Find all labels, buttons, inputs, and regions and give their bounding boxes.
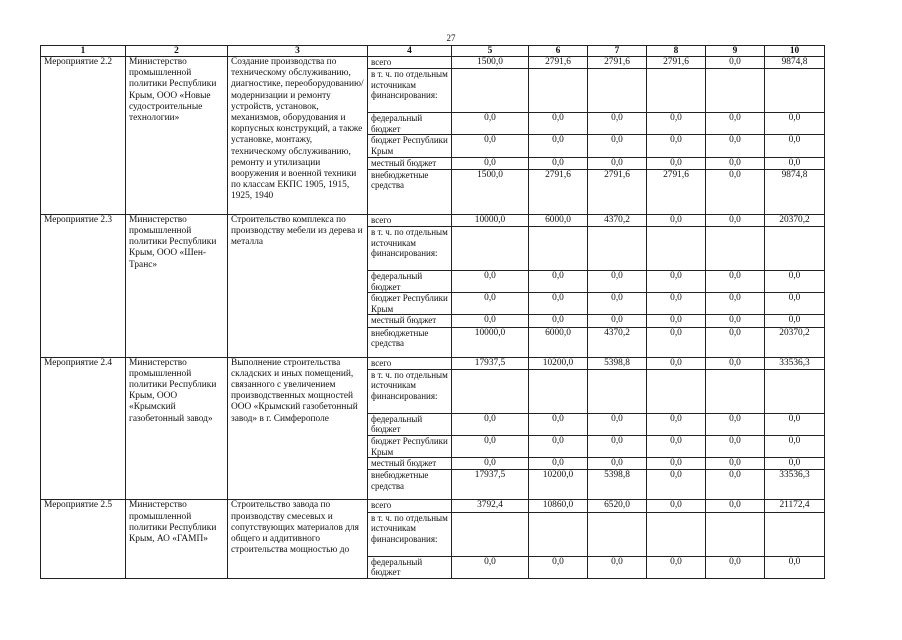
value-cell: 2791,6 (529, 57, 588, 69)
value-cell: 0,0 (529, 293, 588, 315)
value-cell (452, 226, 529, 270)
source-label: в т. ч. по отдельным источникам финансирования: (368, 512, 452, 556)
value-cell (588, 369, 647, 413)
value-cell: 0,0 (706, 500, 765, 512)
value-cell: 0,0 (706, 135, 765, 157)
value-cell (706, 369, 765, 413)
value-cell: 2791,6 (588, 169, 647, 214)
value-cell (647, 369, 706, 413)
value-cell: 10860,0 (529, 500, 588, 512)
value-cell: 0,0 (529, 135, 588, 157)
source-label: всего (368, 500, 452, 512)
source-label: всего (368, 57, 452, 69)
measure-description: Строительство комплекса по производству мебели из дерева и металла (228, 214, 368, 357)
column-header: 9 (706, 46, 765, 57)
value-cell: 0,0 (706, 157, 765, 169)
source-label: внебюджетные средства (368, 470, 452, 500)
value-cell: 2791,6 (647, 169, 706, 214)
source-label: местный бюджет (368, 315, 452, 327)
value-cell: 0,0 (452, 315, 529, 327)
measure-description: Строительство завода по производству смесевых и сопутствующих материалов для общего и аддитивного строительства мощностью до (228, 500, 368, 578)
value-cell: 0,0 (647, 214, 706, 226)
value-cell: 0,0 (765, 413, 825, 435)
table-row (41, 57, 825, 69)
value-cell: 0,0 (765, 293, 825, 315)
value-cell: 0,0 (588, 270, 647, 292)
value-cell (765, 226, 825, 270)
value-cell: 0,0 (647, 315, 706, 327)
value-cell: 10200,0 (529, 470, 588, 500)
value-cell: 17937,5 (452, 470, 529, 500)
value-cell: 0,0 (706, 113, 765, 135)
value-cell (647, 512, 706, 556)
value-cell: 0,0 (765, 458, 825, 470)
value-cell: 0,0 (452, 293, 529, 315)
measure-executor: Министерство промышленной политики Республики Крым, ООО «Новые судостроительные технологии» (126, 57, 228, 215)
value-cell (706, 512, 765, 556)
value-cell: 0,0 (588, 556, 647, 578)
value-cell (529, 512, 588, 556)
measure-id: Мероприятие 2.4 (41, 357, 126, 500)
value-cell: 5398,8 (588, 357, 647, 369)
value-cell: 0,0 (706, 57, 765, 69)
value-cell: 0,0 (647, 293, 706, 315)
value-cell: 0,0 (452, 458, 529, 470)
value-cell: 0,0 (452, 157, 529, 169)
source-label: федеральный бюджет (368, 270, 452, 292)
value-cell: 6520,0 (588, 500, 647, 512)
column-header: 3 (228, 46, 368, 57)
value-cell: 0,0 (588, 157, 647, 169)
value-cell: 4370,2 (588, 327, 647, 357)
table-row (41, 357, 825, 369)
value-cell: 0,0 (647, 135, 706, 157)
value-cell (765, 69, 825, 113)
value-cell (529, 369, 588, 413)
value-cell: 10000,0 (452, 214, 529, 226)
measure-id: Мероприятие 2.2 (41, 57, 126, 215)
value-cell: 0,0 (765, 157, 825, 169)
value-cell: 0,0 (765, 270, 825, 292)
value-cell: 33536,3 (765, 357, 825, 369)
value-cell: 0,0 (706, 270, 765, 292)
value-cell: 0,0 (765, 315, 825, 327)
value-cell: 2791,6 (588, 57, 647, 69)
value-cell: 0,0 (647, 556, 706, 578)
value-cell: 0,0 (706, 169, 765, 214)
value-cell (452, 369, 529, 413)
value-cell (452, 512, 529, 556)
value-cell: 9874,8 (765, 57, 825, 69)
value-cell: 0,0 (647, 500, 706, 512)
value-cell: 0,0 (647, 357, 706, 369)
value-cell (765, 369, 825, 413)
value-cell: 21172,4 (765, 500, 825, 512)
source-label: в т. ч. по отдельным источникам финансирования: (368, 369, 452, 413)
value-cell: 0,0 (529, 157, 588, 169)
source-label: всего (368, 214, 452, 226)
table-row (41, 214, 825, 226)
column-header: 10 (765, 46, 825, 57)
value-cell: 0,0 (647, 470, 706, 500)
column-header: 5 (452, 46, 529, 57)
value-cell: 6000,0 (529, 214, 588, 226)
value-cell: 20370,2 (765, 214, 825, 226)
value-cell: 1500,0 (452, 169, 529, 214)
value-cell: 0,0 (647, 458, 706, 470)
value-cell (706, 69, 765, 113)
page-number: 27 (446, 33, 456, 43)
value-cell: 0,0 (706, 470, 765, 500)
value-cell: 33536,3 (765, 470, 825, 500)
source-label: внебюджетные средства (368, 169, 452, 214)
value-cell: 0,0 (588, 458, 647, 470)
value-cell: 0,0 (706, 458, 765, 470)
source-label: бюджет Республики Крым (368, 135, 452, 157)
value-cell: 1500,0 (452, 57, 529, 69)
value-cell: 0,0 (706, 435, 765, 457)
value-cell: 0,0 (765, 556, 825, 578)
measure-description: Выполнение строительства складских и иных помещений, связанного с увеличением производственных мощностей ООО «Крымский газобетонный завод» в г. Симферополе (228, 357, 368, 500)
value-cell (588, 512, 647, 556)
value-cell: 0,0 (647, 270, 706, 292)
value-cell: 0,0 (706, 413, 765, 435)
source-label: в т. ч. по отдельным источникам финансирования: (368, 226, 452, 270)
value-cell (588, 226, 647, 270)
source-label: местный бюджет (368, 458, 452, 470)
value-cell: 17937,5 (452, 357, 529, 369)
value-cell (529, 226, 588, 270)
value-cell: 2791,6 (647, 57, 706, 69)
value-cell: 2791,6 (529, 169, 588, 214)
value-cell: 0,0 (529, 113, 588, 135)
measure-executor: Министерство промышленной политики Республики Крым, ООО «Крымский газобетонный завод» (126, 357, 228, 500)
value-cell: 0,0 (529, 270, 588, 292)
value-cell: 0,0 (706, 556, 765, 578)
measure-description: Создание производства по техническому обслуживанию, диагностике, переоборудованию/модернизации и ремонту устройств, установок, механизмов, оборудования и корпусных конструкций, а также установке, монтажу, техническому обслуживанию, ремонту и утилизации вооружения и военной техники по классам ЕКПС 1905, 1915, 1925, 1940 (228, 57, 368, 215)
value-cell (452, 69, 529, 113)
column-header: 7 (588, 46, 647, 57)
value-cell: 0,0 (647, 413, 706, 435)
column-header: 4 (368, 46, 452, 57)
value-cell: 0,0 (588, 315, 647, 327)
column-header: 6 (529, 46, 588, 57)
value-cell: 0,0 (588, 293, 647, 315)
value-cell: 0,0 (529, 458, 588, 470)
value-cell (647, 69, 706, 113)
header-row (41, 46, 825, 57)
value-cell: 0,0 (706, 327, 765, 357)
value-cell: 0,0 (452, 270, 529, 292)
source-label: бюджет Республики Крым (368, 293, 452, 315)
source-label: в т. ч. по отдельным источникам финансирования: (368, 69, 452, 113)
source-label: внебюджетные средства (368, 327, 452, 357)
value-cell: 0,0 (706, 214, 765, 226)
value-cell: 0,0 (529, 435, 588, 457)
value-cell: 5398,8 (588, 470, 647, 500)
value-cell: 0,0 (452, 435, 529, 457)
value-cell: 0,0 (588, 113, 647, 135)
value-cell: 0,0 (588, 413, 647, 435)
value-cell (706, 226, 765, 270)
source-label: бюджет Республики Крым (368, 435, 452, 457)
value-cell: 0,0 (765, 113, 825, 135)
value-cell: 3792,4 (452, 500, 529, 512)
source-label: местный бюджет (368, 157, 452, 169)
value-cell: 0,0 (452, 413, 529, 435)
value-cell: 0,0 (706, 357, 765, 369)
value-cell: 6000,0 (529, 327, 588, 357)
value-cell: 0,0 (529, 413, 588, 435)
financing-table (40, 45, 825, 579)
value-cell: 0,0 (765, 435, 825, 457)
value-cell (647, 226, 706, 270)
measure-id: Мероприятие 2.3 (41, 214, 126, 357)
column-header: 8 (647, 46, 706, 57)
value-cell: 0,0 (452, 135, 529, 157)
value-cell: 0,0 (452, 556, 529, 578)
value-cell: 0,0 (647, 157, 706, 169)
value-cell: 0,0 (588, 135, 647, 157)
source-label: федеральный бюджет (368, 113, 452, 135)
measure-id: Мероприятие 2.5 (41, 500, 126, 578)
value-cell: 0,0 (647, 113, 706, 135)
value-cell: 9874,8 (765, 169, 825, 214)
measure-executor: Министерство промышленной политики Республики Крым, АО «ГАМП» (126, 500, 228, 578)
value-cell: 0,0 (588, 435, 647, 457)
value-cell: 10200,0 (529, 357, 588, 369)
value-cell: 0,0 (452, 113, 529, 135)
column-header: 1 (41, 46, 126, 57)
value-cell (765, 512, 825, 556)
value-cell: 0,0 (647, 327, 706, 357)
value-cell: 0,0 (647, 435, 706, 457)
value-cell: 0,0 (706, 293, 765, 315)
value-cell: 0,0 (765, 135, 825, 157)
source-label: всего (368, 357, 452, 369)
table-row (41, 500, 825, 512)
source-label: федеральный бюджет (368, 413, 452, 435)
measure-executor: Министерство промышленной политики Республики Крым, ООО «Шен-Транс» (126, 214, 228, 357)
value-cell: 10000,0 (452, 327, 529, 357)
value-cell: 0,0 (706, 315, 765, 327)
column-header: 2 (126, 46, 228, 57)
value-cell: 4370,2 (588, 214, 647, 226)
value-cell: 0,0 (529, 556, 588, 578)
value-cell (588, 69, 647, 113)
value-cell: 0,0 (529, 315, 588, 327)
source-label: федеральный бюджет (368, 556, 452, 578)
value-cell: 20370,2 (765, 327, 825, 357)
value-cell (529, 69, 588, 113)
